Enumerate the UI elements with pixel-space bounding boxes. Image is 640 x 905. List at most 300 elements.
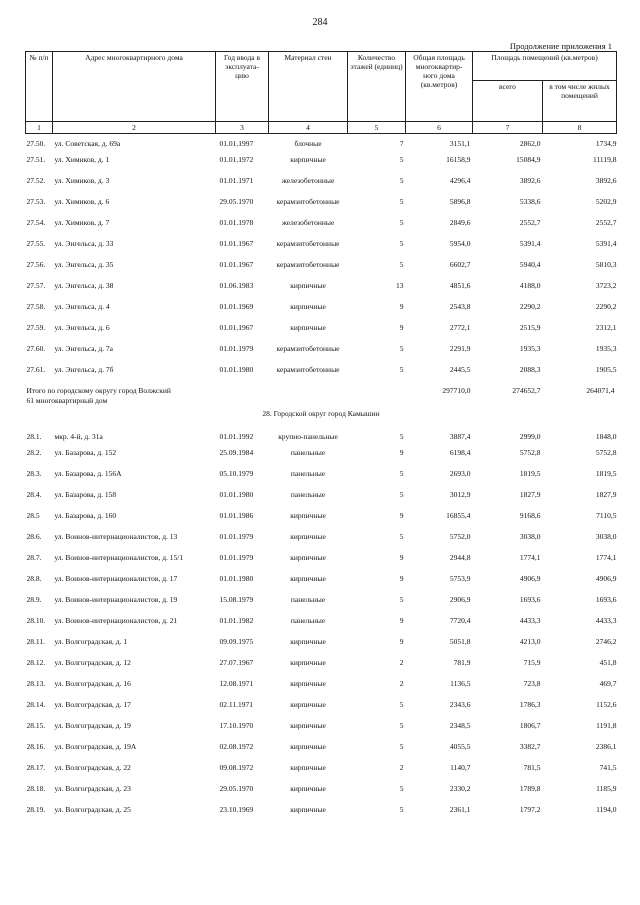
row-address: ул. Базарова, д. 158	[54, 490, 117, 499]
row-number: 28.9.	[26, 595, 42, 604]
total-premises: 274652,7	[512, 386, 541, 395]
row-total-area: 2361,1	[449, 805, 471, 814]
row-year: 01.01.1967	[219, 323, 254, 332]
table-row	[26, 197, 617, 218]
total-label: Итого по городскому округу город Волжский	[26, 386, 171, 395]
row-number: 27.55.	[26, 239, 46, 248]
table-row	[26, 260, 617, 281]
row-total-area: 16158,9	[446, 155, 471, 164]
row-number: 28.6.	[26, 532, 42, 541]
row-floors: 2	[399, 679, 404, 688]
row-floors: 9	[399, 448, 404, 457]
row-year: 01.06.1983	[219, 281, 254, 290]
row-material: кирпичные	[290, 323, 326, 332]
row-number: 28.7.	[26, 553, 42, 562]
row-number: 28.5	[26, 511, 40, 520]
row-number: 28.17.	[26, 763, 46, 772]
row-floors: 2	[399, 658, 404, 667]
row-floors: 5	[399, 469, 404, 478]
total-living: 264071,4	[586, 386, 615, 395]
row-year: 01.01.1980	[219, 365, 254, 374]
row-year: 01.01.1967	[219, 239, 254, 248]
table-row	[26, 763, 617, 784]
row-material: кирпичные	[290, 574, 326, 583]
row-number: 28.16.	[26, 742, 46, 751]
row-year: 01.01.1980	[219, 490, 254, 499]
column-number: 8	[543, 122, 617, 134]
row-premises-total: 2552,7	[519, 218, 541, 227]
row-year: 15.08.1979	[219, 595, 254, 604]
table-row	[26, 365, 617, 386]
row-material: кирпичные	[290, 302, 326, 311]
row-total-area: 2693,0	[449, 469, 471, 478]
row-floors: 5	[399, 490, 404, 499]
row-number: 28.19.	[26, 805, 46, 814]
row-address: ул. Энгельса, д. 6	[54, 323, 110, 332]
column-number: 7	[473, 122, 543, 134]
row-address: ул. Волгоградская, д. 1	[54, 637, 128, 646]
row-total-area: 4055,5	[449, 742, 471, 751]
row-material: кирпичные	[290, 700, 326, 709]
row-material: кирпичные	[290, 155, 326, 164]
row-total-area: 6198,4	[449, 448, 471, 457]
row-year: 02.08.1972	[219, 742, 254, 751]
row-premises-living: 1935,3	[595, 344, 617, 353]
table-row	[26, 281, 617, 302]
row-premises-total: 715,9	[523, 658, 541, 667]
row-premises-living: 2386,1	[595, 742, 617, 751]
row-material: кирпичные	[290, 679, 326, 688]
row-number: 27.61.	[26, 365, 46, 374]
row-number: 28.13.	[26, 679, 46, 688]
row-total-area: 3887,4	[449, 432, 471, 441]
row-total-area: 2772,1	[449, 323, 471, 332]
row-floors: 5	[399, 155, 404, 164]
table-row	[26, 721, 617, 742]
row-premises-living: 451,8	[599, 658, 617, 667]
row-total-area: 1140,7	[450, 763, 471, 772]
row-premises-total: 1827,9	[519, 490, 541, 499]
row-year: 25.09.1984	[219, 448, 254, 457]
row-address: ул. Волгоградская, д. 19	[54, 721, 131, 730]
row-material: кирпичные	[290, 784, 326, 793]
row-floors: 5	[399, 805, 404, 814]
row-premises-living: 1191,8	[596, 721, 617, 730]
row-premises-living: 741,5	[599, 763, 617, 772]
continuation-note: Продолжение приложения 1	[509, 41, 612, 51]
row-premises-total: 2290,2	[519, 302, 541, 311]
row-premises-living: 469,7	[599, 679, 617, 688]
row-material: кирпичные	[290, 553, 326, 562]
row-premises-living: 7110,5	[596, 511, 617, 520]
row-total-area: 2543,8	[449, 302, 471, 311]
row-material: керамзитобетонные	[276, 260, 340, 269]
row-year: 01.01.1978	[219, 218, 254, 227]
row-year: 02.11.1971	[219, 700, 253, 709]
row-premises-total: 4906,9	[519, 574, 541, 583]
row-address: ул. Энгельса, д. 38	[54, 281, 114, 290]
row-premises-living: 2746,2	[595, 637, 617, 646]
row-material: кирпичные	[290, 511, 326, 520]
table-row	[26, 344, 617, 365]
row-year: 09.08.1972	[219, 763, 254, 772]
row-material: панельные	[290, 595, 326, 604]
row-number: 27.54.	[26, 218, 46, 227]
total-house-count: 61 многоквартирный дом	[26, 396, 108, 405]
column-number: 6	[406, 122, 473, 134]
row-address: ул. Энгельса, д. 7б	[54, 365, 114, 374]
total-row	[26, 386, 617, 396]
row-material: кирпичные	[290, 805, 326, 814]
row-material: керамзитобетонные	[276, 344, 340, 353]
row-premises-living: 5810,3	[595, 260, 617, 269]
row-number: 28.3.	[26, 469, 42, 478]
row-premises-total: 1789,8	[519, 784, 541, 793]
row-address: ул. Химиков, д. 3	[54, 176, 110, 185]
row-premises-living: 2290,2	[595, 302, 617, 311]
row-year: 27.07.1967	[219, 658, 254, 667]
row-premises-living: 5752,8	[595, 448, 617, 457]
row-premises-total: 9168,6	[519, 511, 541, 520]
table-row	[26, 574, 617, 595]
row-material: керамзитобетонные	[276, 239, 340, 248]
column-number: 1	[26, 122, 53, 134]
row-premises-total: 5338,6	[519, 197, 541, 206]
row-premises-total: 4188,0	[519, 281, 541, 290]
row-premises-total: 781,5	[523, 763, 541, 772]
row-year: 01.01.1971	[219, 176, 254, 185]
row-number: 28.1.	[26, 432, 42, 441]
row-premises-living: 2312,1	[595, 323, 617, 332]
row-floors: 5	[399, 432, 404, 441]
table-row	[26, 448, 617, 469]
table-total-block	[26, 386, 617, 427]
row-premises-living: 1734,9	[595, 139, 617, 148]
row-address: ул. Энгельса, д. 7а	[54, 344, 113, 353]
row-premises-total: 2862,0	[519, 139, 541, 148]
row-floors: 5	[399, 365, 404, 374]
row-material: крупно-панельные	[278, 432, 338, 441]
row-premises-total: 1797,2	[519, 805, 541, 814]
row-total-area: 2944,8	[449, 553, 471, 562]
row-address: ул. Волгоградская, д. 16	[54, 679, 131, 688]
table-row	[26, 323, 617, 344]
row-premises-total: 3382,7	[519, 742, 541, 751]
table-row	[26, 679, 617, 700]
row-number: 27.51.	[26, 155, 46, 164]
row-premises-total: 1806,7	[519, 721, 541, 730]
row-premises-living: 1194,0	[596, 805, 617, 814]
row-premises-living: 1819,5	[595, 469, 617, 478]
row-year: 01.01.1982	[219, 616, 254, 625]
row-premises-total: 1935,3	[519, 344, 541, 353]
row-premises-total: 4213,0	[519, 637, 541, 646]
table-row	[26, 784, 617, 805]
row-address: ул. Воинов-интернационалистов, д. 17	[54, 574, 178, 583]
row-premises-living: 1152,6	[596, 700, 617, 709]
table-row	[26, 134, 617, 156]
housing-register-table	[25, 51, 617, 826]
row-number: 27.58.	[26, 302, 46, 311]
row-total-area: 781,9	[453, 658, 471, 667]
header-floors: Количество этажей (единиц)	[348, 52, 406, 122]
table-row	[26, 700, 617, 721]
row-floors: 9	[399, 553, 404, 562]
row-floors: 9	[399, 574, 404, 583]
row-address: ул. Энгельса, д. 4	[54, 302, 110, 311]
row-address: ул. Воинов-интернационалистов, д. 15/1	[54, 553, 184, 562]
row-material: панельные	[290, 616, 326, 625]
row-address: ул. Энгельса, д. 33	[54, 239, 114, 248]
table-row	[26, 427, 617, 448]
row-material: кирпичные	[290, 742, 326, 751]
row-address: ул. Волгоградская, д. 19А	[54, 742, 137, 751]
row-floors: 9	[399, 616, 404, 625]
table-row	[26, 469, 617, 490]
row-year: 17.10.1970	[219, 721, 254, 730]
header-address: Адрес многоквартирного дома	[53, 52, 216, 122]
row-year: 05.10.1979	[219, 469, 254, 478]
row-address: ул. Базарова, д. 160	[54, 511, 117, 520]
row-material: кирпичные	[290, 763, 326, 772]
row-number: 28.2.	[26, 448, 42, 457]
row-year: 01.01.1967	[219, 260, 254, 269]
row-premises-living: 2552,7	[595, 218, 617, 227]
row-total-area: 2348,5	[449, 721, 471, 730]
row-material: панельные	[290, 490, 326, 499]
row-premises-total: 2999,0	[519, 432, 541, 441]
section-heading-row	[26, 407, 617, 427]
row-year: 09.09.1975	[219, 637, 254, 646]
column-number: 5	[348, 122, 406, 134]
table-body-kamyshin	[26, 427, 617, 826]
row-year: 01.01.1969	[219, 302, 254, 311]
row-year: 01.01.1979	[219, 344, 254, 353]
table-row	[26, 490, 617, 511]
row-floors: 5	[399, 532, 404, 541]
row-number: 28.8.	[26, 574, 42, 583]
section-title: 28. Городской округ город Камышин	[262, 409, 380, 418]
row-premises-living: 4906,9	[595, 574, 617, 583]
row-floors: 5	[399, 344, 404, 353]
row-premises-living: 3038,0	[595, 532, 617, 541]
total-area: 297710,0	[442, 386, 471, 395]
row-material: кирпичные	[290, 532, 326, 541]
row-number: 28.12.	[26, 658, 46, 667]
row-year: 01.01.1972	[219, 155, 254, 164]
row-floors: 5	[399, 721, 404, 730]
table-row	[26, 218, 617, 239]
column-number: 2	[53, 122, 216, 134]
row-address: ул. Базарова, д. 156А	[54, 469, 122, 478]
row-total-area: 4851,6	[449, 281, 471, 290]
row-total-area: 7720,4	[449, 616, 471, 625]
row-number: 27.52.	[26, 176, 46, 185]
row-total-area: 4296,4	[449, 176, 471, 185]
table-row	[26, 742, 617, 763]
header-material: Материал стен	[269, 52, 348, 122]
row-address: ул. Волгоградская, д. 25	[54, 805, 131, 814]
row-number: 28.14.	[26, 700, 46, 709]
row-material: кирпичные	[290, 721, 326, 730]
row-total-area: 2849,6	[449, 218, 471, 227]
row-floors: 13	[396, 281, 404, 290]
row-total-area: 3151,1	[449, 139, 471, 148]
row-floors: 5	[399, 176, 404, 185]
row-floors: 7	[399, 139, 404, 148]
row-premises-living: 4433,3	[595, 616, 617, 625]
row-premises-living: 1905,5	[595, 365, 617, 374]
row-floors: 9	[399, 323, 404, 332]
row-premises-total: 5391,4	[519, 239, 541, 248]
row-premises-living: 3892,6	[595, 176, 617, 185]
row-premises-total: 15084,9	[516, 155, 541, 164]
row-floors: 5	[399, 784, 404, 793]
header-premises-area: Площадь помещений (кв.метров)	[473, 52, 617, 81]
row-material: керамзитобетонные	[276, 365, 340, 374]
row-premises-living: 1693,6	[595, 595, 617, 604]
row-material: кирпичные	[290, 637, 326, 646]
row-year: 01.01.1979	[219, 532, 254, 541]
row-material: керамзитобетонные	[276, 197, 340, 206]
row-year: 23.10.1969	[219, 805, 254, 814]
row-address: ул. Советская, д. 69а	[54, 139, 121, 148]
row-total-area: 16855,4	[446, 511, 471, 520]
row-year: 29.05.1970	[219, 197, 254, 206]
table-row	[26, 805, 617, 826]
table-row	[26, 302, 617, 323]
row-total-area: 2291,9	[449, 344, 471, 353]
row-premises-total: 1774,1	[519, 553, 541, 562]
row-number: 28.15.	[26, 721, 46, 730]
row-floors: 9	[399, 511, 404, 520]
row-material: панельные	[290, 469, 326, 478]
row-premises-total: 3892,6	[519, 176, 541, 185]
row-premises-total: 1693,6	[519, 595, 541, 604]
row-premises-total: 2088,3	[519, 365, 541, 374]
row-total-area: 1136,5	[450, 679, 471, 688]
row-total-area: 3012,9	[449, 490, 471, 499]
row-floors: 5	[399, 239, 404, 248]
row-number: 28.10.	[26, 616, 46, 625]
table-header	[26, 52, 617, 134]
row-material: панельные	[290, 448, 326, 457]
row-floors: 9	[399, 302, 404, 311]
row-address: ул. Базарова, д. 152	[54, 448, 117, 457]
row-premises-total: 5940,4	[519, 260, 541, 269]
row-address: ул. Химиков, д. 6	[54, 197, 110, 206]
row-floors: 9	[399, 637, 404, 646]
table-row	[26, 511, 617, 532]
row-total-area: 5752,0	[449, 532, 471, 541]
row-total-area: 5896,8	[449, 197, 471, 206]
row-year: 01.01.1992	[219, 432, 254, 441]
total-row-count	[26, 396, 617, 407]
row-premises-total: 723,8	[523, 679, 541, 688]
row-premises-living: 3723,2	[595, 281, 617, 290]
table-row	[26, 616, 617, 637]
row-address: ул. Волгоградская, д. 17	[54, 700, 131, 709]
row-number: 28.4.	[26, 490, 42, 499]
row-number: 27.56.	[26, 260, 46, 269]
row-number: 27.57.	[26, 281, 46, 290]
row-floors: 5	[399, 260, 404, 269]
row-address: ул. Воинов-интернационалистов, д. 19	[54, 595, 178, 604]
row-premises-living: 1185,9	[596, 784, 617, 793]
row-address: ул. Волгоградская, д. 23	[54, 784, 131, 793]
row-address: ул. Волгоградская, д. 12	[54, 658, 131, 667]
column-number: 3	[216, 122, 269, 134]
row-address: ул. Воинов-интернационалистов, д. 21	[54, 616, 178, 625]
row-premises-living: 1827,9	[595, 490, 617, 499]
row-premises-living: 11119,8	[592, 155, 617, 164]
header-year: Год ввода в эксплуата- цию	[216, 52, 269, 122]
row-number: 27.60.	[26, 344, 46, 353]
header-premises-living: в том числе жилых помещений	[543, 81, 617, 122]
row-total-area: 5753,9	[449, 574, 471, 583]
column-number: 4	[269, 122, 348, 134]
row-number: 27.50.	[26, 139, 46, 148]
header-premises-total: всего	[473, 81, 543, 122]
table-row	[26, 176, 617, 197]
row-total-area: 5954,0	[449, 239, 471, 248]
row-material: кирпичные	[290, 281, 326, 290]
row-floors: 5	[399, 218, 404, 227]
header-number: № п/п	[26, 52, 53, 122]
row-material: кирпичные	[290, 658, 326, 667]
row-floors: 5	[399, 700, 404, 709]
row-total-area: 6602,7	[449, 260, 471, 269]
row-premises-total: 4433,3	[519, 616, 541, 625]
row-year: 01.01.1979	[219, 553, 254, 562]
page-number: 284	[312, 17, 328, 28]
row-floors: 5	[399, 197, 404, 206]
row-premises-living: 5202,9	[595, 197, 617, 206]
row-total-area: 2330,2	[449, 784, 471, 793]
table-row	[26, 595, 617, 616]
row-year: 01.01.1980	[219, 574, 254, 583]
row-number: 28.18.	[26, 784, 46, 793]
row-number: 27.53.	[26, 197, 46, 206]
table-row	[26, 155, 617, 176]
row-premises-total: 5752,8	[519, 448, 541, 457]
row-premises-total: 3038,0	[519, 532, 541, 541]
row-premises-living: 1774,1	[595, 553, 617, 562]
row-address: мкр. 4-й, д. 31а	[54, 432, 103, 441]
row-address: ул. Воинов-интернационалистов, д. 13	[54, 532, 178, 541]
row-material: блочные	[294, 139, 322, 148]
row-premises-total: 1819,5	[519, 469, 541, 478]
row-material: железобетонные	[281, 176, 335, 185]
row-total-area: 2343,6	[449, 700, 471, 709]
table-row	[26, 637, 617, 658]
row-year: 12.08.1971	[219, 679, 254, 688]
row-premises-total: 2515,9	[519, 323, 541, 332]
row-premises-living: 5391,4	[595, 239, 617, 248]
row-floors: 2	[399, 763, 404, 772]
header-total-area: Общая площадь многоквартир- ного дома (кв.метров)	[406, 52, 473, 122]
row-total-area: 2445,5	[449, 365, 471, 374]
row-floors: 5	[399, 595, 404, 604]
table-row	[26, 658, 617, 679]
table-row	[26, 239, 617, 260]
row-number: 27.59.	[26, 323, 46, 332]
row-premises-total: 1786,3	[519, 700, 541, 709]
table-row	[26, 532, 617, 553]
row-year: 29.05.1970	[219, 784, 254, 793]
row-total-area: 2906,9	[449, 595, 471, 604]
table-row	[26, 553, 617, 574]
